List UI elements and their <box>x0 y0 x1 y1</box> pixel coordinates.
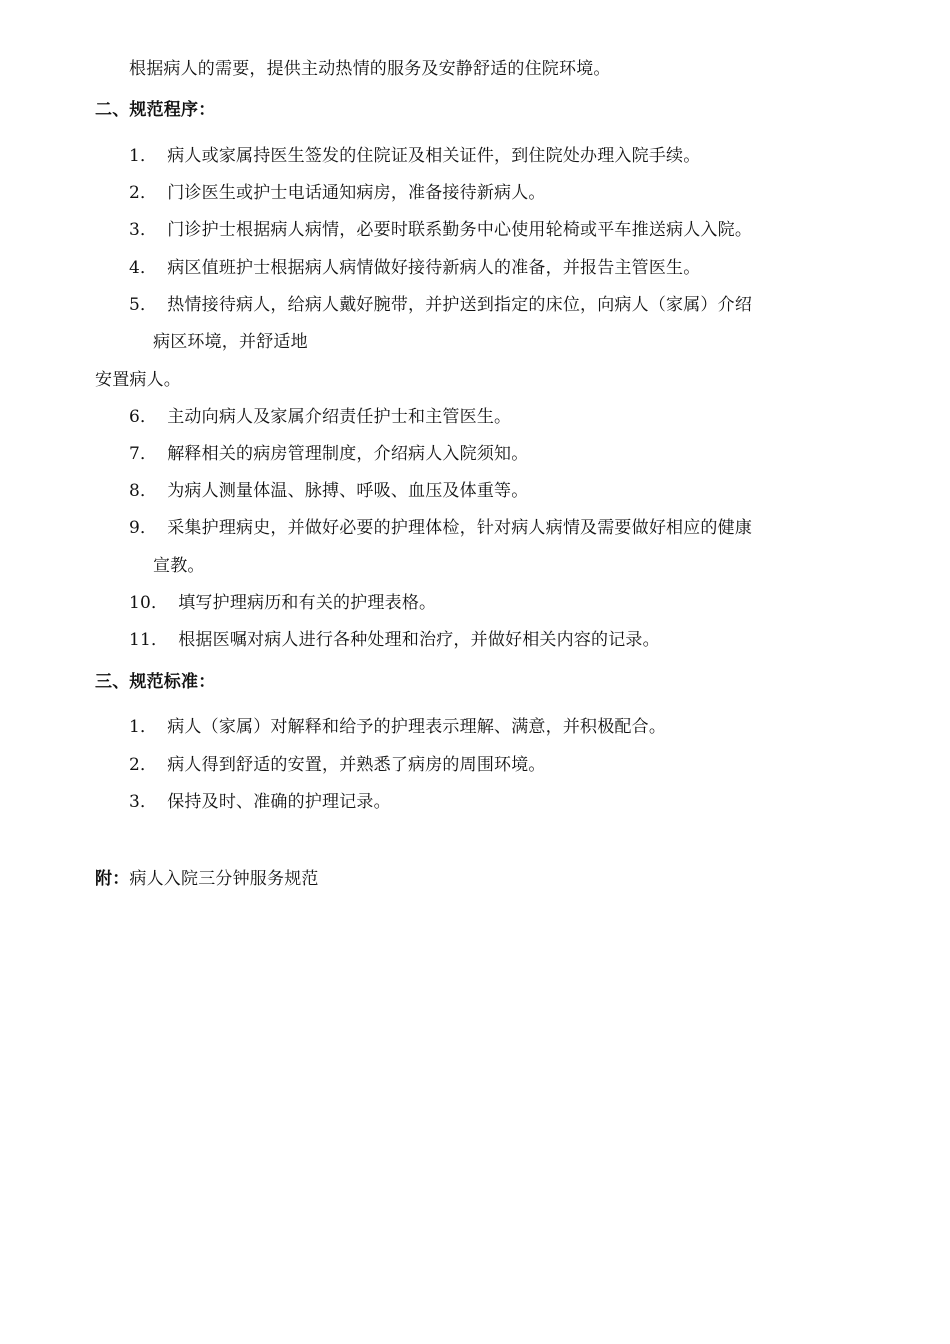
item-text: 保持及时、准确的护理记录。 <box>167 792 391 812</box>
item-number: 1． <box>129 146 158 166</box>
item-text: 门诊医生或护士电话通知病房，准备接待新病人。 <box>167 183 546 203</box>
list-item <box>129 257 700 279</box>
list-item <box>129 480 528 502</box>
item-text: 病人（家属）对解释和给予的护理表示理解、满意，并积极配合。 <box>167 717 667 737</box>
item-text: 为病人测量体温、脉搏、呼吸、血压及体重等。 <box>167 481 529 501</box>
item-number: 10． <box>129 593 169 613</box>
appendix-note <box>95 868 319 890</box>
item-number: 8． <box>129 481 158 501</box>
item-number: 7． <box>129 444 158 464</box>
item-text: 根据医嘱对病人进行各种处理和治疗，并做好相关内容的记录。 <box>178 630 660 650</box>
list-item-continuation: 安置病人。 <box>95 370 181 390</box>
item-number: 1． <box>129 717 158 737</box>
item-text: 病区值班护士根据病人病情做好接待新病人的准备，并报告主管医生。 <box>167 258 701 278</box>
item-number: 3． <box>129 220 158 240</box>
list-item <box>129 182 546 204</box>
item-text: 热情接待病人，给病人戴好腕带，并护送到指定的床位，向病人（家属）介绍 <box>167 295 753 315</box>
item-number: 11． <box>129 630 169 650</box>
list-item <box>129 592 436 614</box>
item-number: 4． <box>129 258 158 278</box>
item-number: 9． <box>129 518 158 538</box>
list-item <box>129 629 660 651</box>
appendix-label: 附： <box>95 869 130 889</box>
list-item <box>129 294 752 316</box>
list-item <box>129 145 700 167</box>
item-number: 3． <box>129 792 158 812</box>
list-item <box>129 219 752 241</box>
list-item <box>129 791 391 813</box>
appendix-text: 病人入院三分钟服务规范 <box>129 869 319 889</box>
list-item-continuation: 病区环境，并舒适地 <box>153 332 308 352</box>
item-text: 填写护理病历和有关的护理表格。 <box>178 593 437 613</box>
item-number: 2． <box>129 183 158 203</box>
item-number: 5． <box>129 295 158 315</box>
item-number: 6． <box>129 407 158 427</box>
list-item-continuation: 宣教。 <box>153 556 205 576</box>
section-heading-procedure: 二、规范程序： <box>95 100 216 120</box>
list-item <box>129 517 752 539</box>
list-item <box>129 716 666 738</box>
item-text: 门诊护士根据病人病情，必要时联系勤务中心使用轮椅或平车推送病人入院。 <box>167 220 753 240</box>
item-text: 采集护理病史，并做好必要的护理体检，针对病人病情及需要做好相应的健康 <box>167 518 753 538</box>
section-heading-standard: 三、规范标准： <box>95 672 216 692</box>
item-text: 主动向病人及家属介绍责任护士和主管医生。 <box>167 407 512 427</box>
list-item <box>129 406 511 428</box>
intro-paragraph: 根据病人的需要，提供主动热情的服务及安静舒适的住院环境。 <box>129 59 611 79</box>
list-item <box>129 443 528 465</box>
list-item <box>129 754 546 776</box>
item-text: 病人得到舒适的安置，并熟悉了病房的周围环境。 <box>167 755 546 775</box>
item-text: 解释相关的病房管理制度，介绍病人入院须知。 <box>167 444 529 464</box>
item-text: 病人或家属持医生签发的住院证及相关证件，到住院处办理入院手续。 <box>167 146 701 166</box>
item-number: 2． <box>129 755 158 775</box>
